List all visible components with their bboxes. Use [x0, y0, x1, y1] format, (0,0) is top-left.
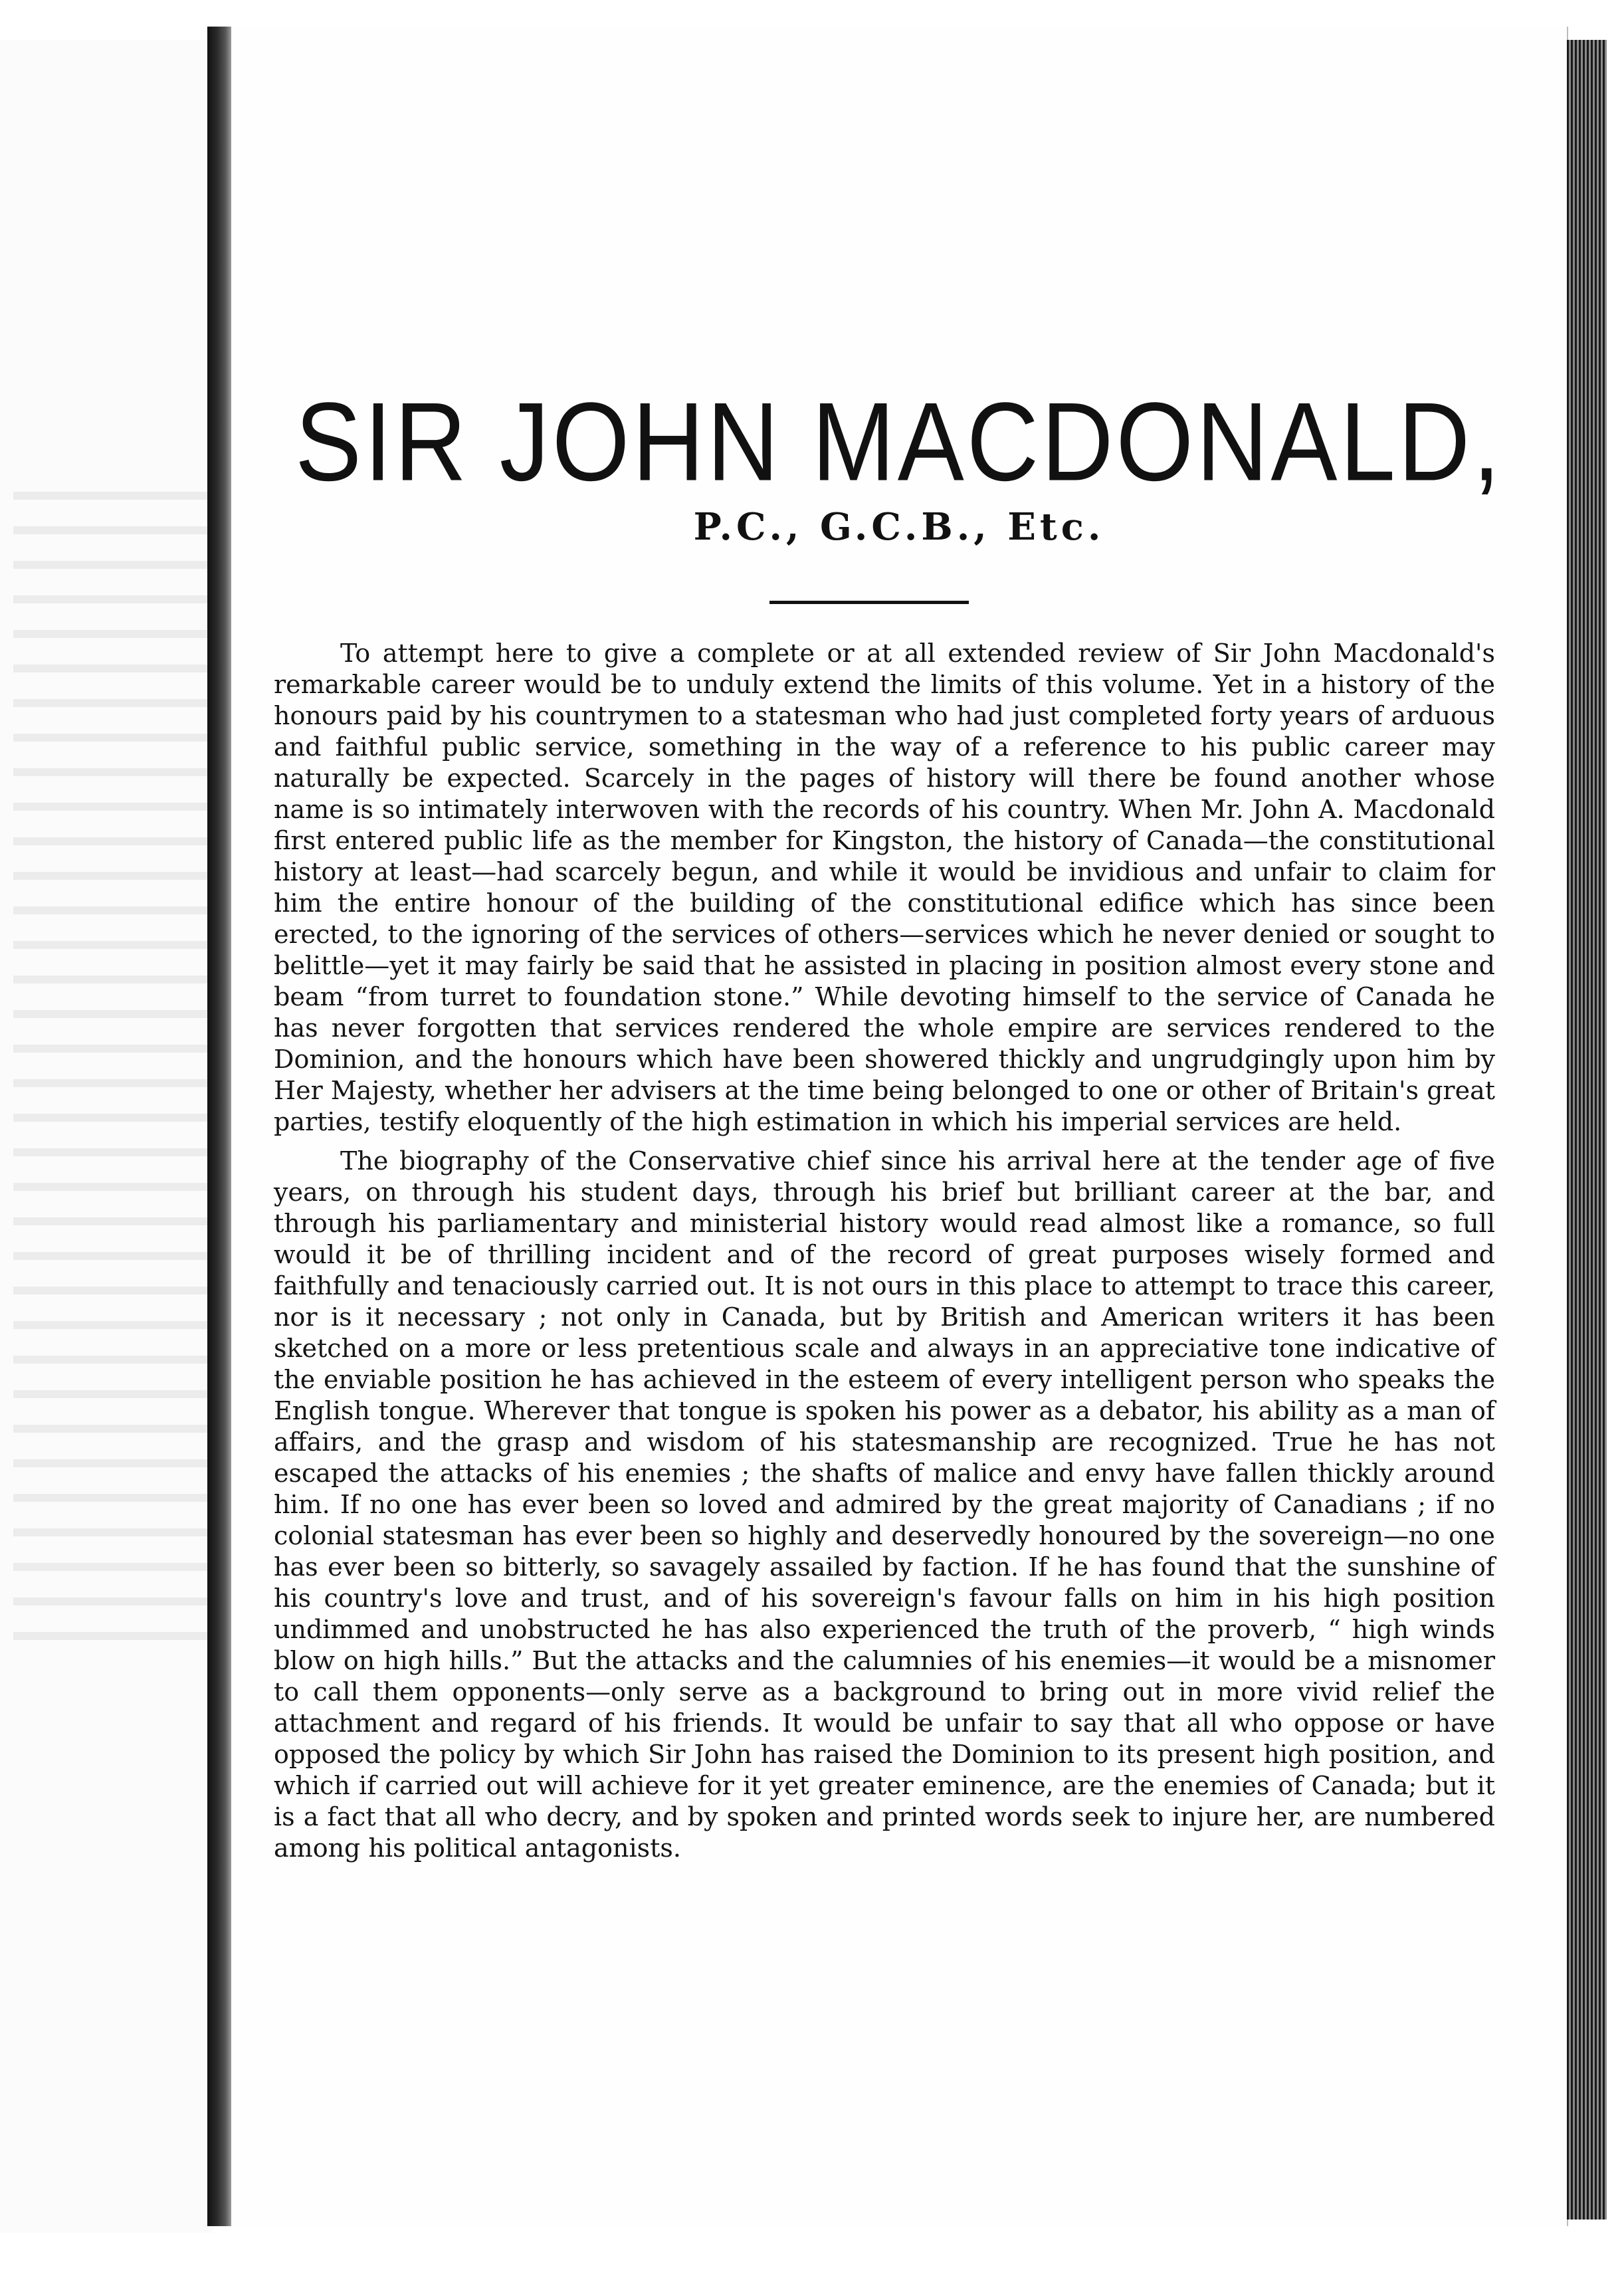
body-text	[274, 638, 1495, 1864]
title-rule	[769, 601, 969, 604]
paragraph: To attempt here to give a complete or at all extended review of Sir John Macdonald's remarkable career would be to unduly extend the limits of this volume. Yet in a history of the honours paid by his countrymen to a statesman who had just completed forty years of arduous and faithful public service, something in the way of a reference to his public career may naturally be expected. Scarcely in the pages of history will there be found another whose name is so intimately interwoven with the records of his country. When Mr. John A. Macdonald first entered public life as the member for Kingston, the history of Canada—the constitutional history at least—had scarcely begun, and while it would be invidious and unfair to claim for him the entire honour of the building of the constitutional edifice which has since been erected, to the ignoring of the services of others—services which he never denied or sought to belittle—yet it may fairly be said that he assisted in placing in position almost every stone and beam “from turret to foundation stone.” While devoting himself to the service of Canada he has never forgotten that services rendered the whole empire are services rendered to the Dominion, and the honours which have been showered thickly and ungrudgingly upon him by Her Majesty, whether her advisers at the time being belonged to one or other of Britain's great parties, testify eloquently of the high estimation in which his imperial services are held.	[274, 639, 1495, 1136]
facing-page	[0, 40, 213, 2233]
facing-page-bleed-text	[13, 465, 213, 1661]
page-title: SIR JOHN MACDONALD,	[295, 379, 1503, 504]
book-gutter	[207, 27, 231, 2226]
page-edges	[1567, 40, 1607, 2219]
paragraph: The biography of the Conservative chief since his arrival here at the tender age of five years, on through his student days, through his brief but brilliant career at the bar, and through his parliamentary and ministerial history would read almost like a romance, so full would it be of thrilling incident and of the record of great purposes wisely formed and faithfully and tenaciously carried out. It is not ours in this place to attempt to trace this career, nor is it necessary ; not only in Canada, but by British and American writers it has been sketched on a more or less pretentious scale and always in an appreciative tone indicative of the enviable position he has achieved in the esteem of every intelligent person who speaks the English tongue. Wherever that tongue is spoken his power as a debator, his ability as a man of affairs, and the grasp and wisdom of his statesmanship are recognized. True he has not escaped the attacks of his enemies ; the shafts of malice and envy have fallen thickly around him. If no one has ever been so loved and admired by the great majority of Canadians ; if no colonial statesman has ever been so highly and deservedly honoured by the sovereign—no one has ever been so bitterly, so savagely assailed by faction. If he has found that the sunshine of his country's love and trust, and of his sovereign's favour falls on him in his high position undimmed and unobstructed he has also experienced the truth of the proverb, “ high winds blow on high hills.” But the attacks and the calumnies of his enemies—it would be a misnomer to call them opponents—only serve as a background to bring out in more vivid relief the attachment and regard of his friends. It would be unfair to say that all who oppose or have opposed the policy by which Sir John has raised the Dominion to its present high position, and which if carried out will achieve for it yet greater eminence, are the enemies of Canada; but it is a fact that all who decry, and by spoken and printed words seek to injure her, are numbered among his political antagonists.	[274, 1146, 1495, 1863]
book-page	[231, 27, 1568, 2226]
page-subtitle: P.C., G.C.B., Etc.	[693, 505, 1105, 549]
